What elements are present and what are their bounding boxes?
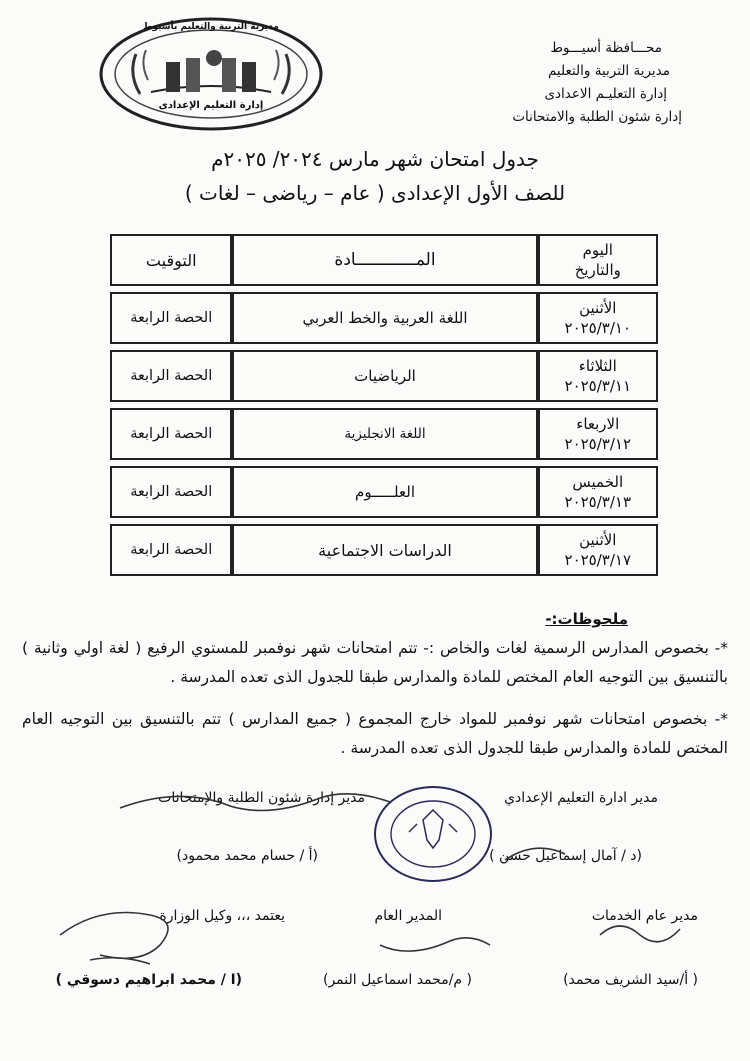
signature-name-hossam: (أ / حسام محمد محمود) <box>176 848 318 864</box>
note-2: *- بخصوص امتحانات شهر نوفمبر للمواد خارج المجموع ( جميع المدارس ) تتم بالتنسيق بين التوجيه العام المختص للمادة والمدارس طبقا للجدول الذى تعده المدرسة . <box>22 710 728 757</box>
signature-title-services: مدير عام الخدمات <box>591 908 698 924</box>
table-row: الأثنين ٢٠٢٥/٣/١٧ الدراسات الاجتماعية الحصة الرابعة <box>110 524 658 576</box>
header-day-date: اليوم والتاريخ <box>538 234 658 286</box>
notes-heading: ملحوظات:- <box>545 610 628 628</box>
header-time: التوقيت <box>110 234 232 286</box>
signature-title-student-affairs: مدير إدارة شئون الطلبة والإمتحانات <box>158 790 365 806</box>
table-row: الاربعاء ٢٠٢٥/٣/١٢ اللغة الانجليزية الحصة الرابعة <box>110 408 658 460</box>
header-department: إدارة شئون الطلبة والامتحانات <box>512 109 682 125</box>
header-administration: إدارة التعليـم الاعدادى <box>544 86 667 102</box>
signature-name-sayed: ( أ/سيد الشريف محمد) <box>563 972 698 988</box>
logo-text-top: مديرية التربية والتعليم بأسيوط <box>143 22 279 32</box>
table-row: الثلاثاء ٢٠٢٥/٣/١١ الرياضيات الحصة الرابعة <box>110 350 658 402</box>
signature-title-prep-education: مدير ادارة التعليم الإعدادي <box>504 790 658 806</box>
title-line-1: جدول امتحان شهر مارس ٢٠٢٤/ ٢٠٢٥م <box>211 147 539 171</box>
signature-title-general-manager: المدير العام <box>374 908 442 924</box>
signature-title-undersecretary: يعتمد ،،، وكيل الوزارة <box>159 908 285 924</box>
signature-name-mohamed-desouky: (ا / محمد ابراهيم دسوقي ) <box>55 972 242 988</box>
table-row: الخميس ٢٠٢٥/٣/١٣ العلـــــوم الحصة الرابعة <box>110 466 658 518</box>
note-1: *- بخصوص المدارس الرسمية لغات والخاص :- تتم امتحانات شهر نوفمبر للمستوي الرفيع ( لغة اولي وثانية ) بالتنسيق بين التوجيه العام المختص للمادة والمدارس طبقا للجدول الذى تعده المدرسة . <box>22 639 728 686</box>
header-subject: المــــــــــــادة <box>232 234 537 286</box>
table-row: الأثنين ٢٠٢٥/٣/١٠ اللغة العربية والخط العربي الحصة الرابعة <box>110 292 658 344</box>
header-directorate: مديرية التربية والتعليم <box>547 63 670 79</box>
logo-text-bottom: إدارة التعليم الإعدادى <box>158 100 264 111</box>
signature-name-mohamed-elnemr: ( م/محمد اسماعيل النمر) <box>323 972 472 988</box>
signature-name-amal: (د / آمال إسماعيل حسن ) <box>489 848 642 864</box>
title-line-2: للصف الأول الإعدادى ( عام – رياضى – لغات ) <box>184 181 566 205</box>
header-governorate: محـــافظة أسيـــوط <box>550 40 662 56</box>
